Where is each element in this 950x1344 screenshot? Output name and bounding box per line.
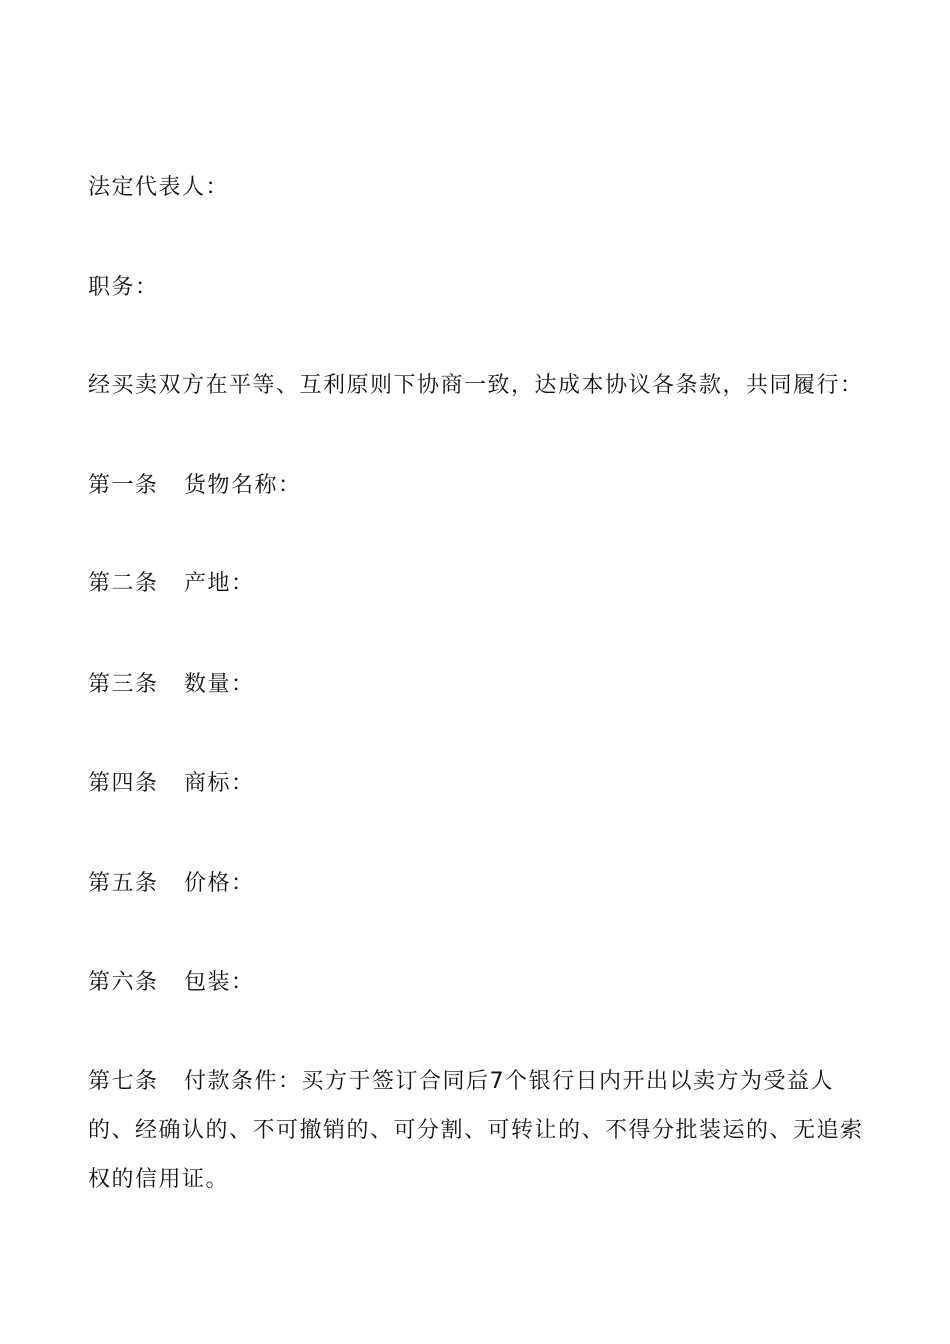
article-text: 产地： <box>184 571 255 596</box>
article-text: 付款条件：买方于签订合同后7个银行日内开出以卖方为受益人的、经确认的、不可撤销的、可分割、可转让的、不得分批装运的、无追索权的信用证。 <box>88 1069 864 1192</box>
article-number: 第六条 <box>88 970 159 995</box>
article-number: 第四条 <box>88 771 159 796</box>
article-text: 商标： <box>184 771 255 796</box>
article-number: 第二条 <box>88 571 159 596</box>
article-3 <box>88 669 868 701</box>
article-number: 第七条 <box>88 1069 159 1094</box>
preamble-text: 经买卖双方在平等、互利原则下协商一致，达成本协议各条款，共同履行： <box>88 373 864 398</box>
article-2 <box>88 568 868 600</box>
article-number: 第一条 <box>88 473 159 498</box>
legal-representative-label: 法定代表人： <box>88 175 230 200</box>
article-6 <box>88 967 868 999</box>
article-text: 数量： <box>184 672 255 697</box>
article-1 <box>88 470 868 502</box>
article-7 <box>88 1057 868 1204</box>
article-5 <box>88 868 868 900</box>
article-text: 价格： <box>184 871 255 896</box>
article-text: 货物名称： <box>184 473 302 498</box>
article-number: 第三条 <box>88 672 159 697</box>
article-number: 第五条 <box>88 871 159 896</box>
article-text: 包装： <box>184 970 255 995</box>
article-4 <box>88 768 868 800</box>
position-label: 职务： <box>88 275 159 300</box>
